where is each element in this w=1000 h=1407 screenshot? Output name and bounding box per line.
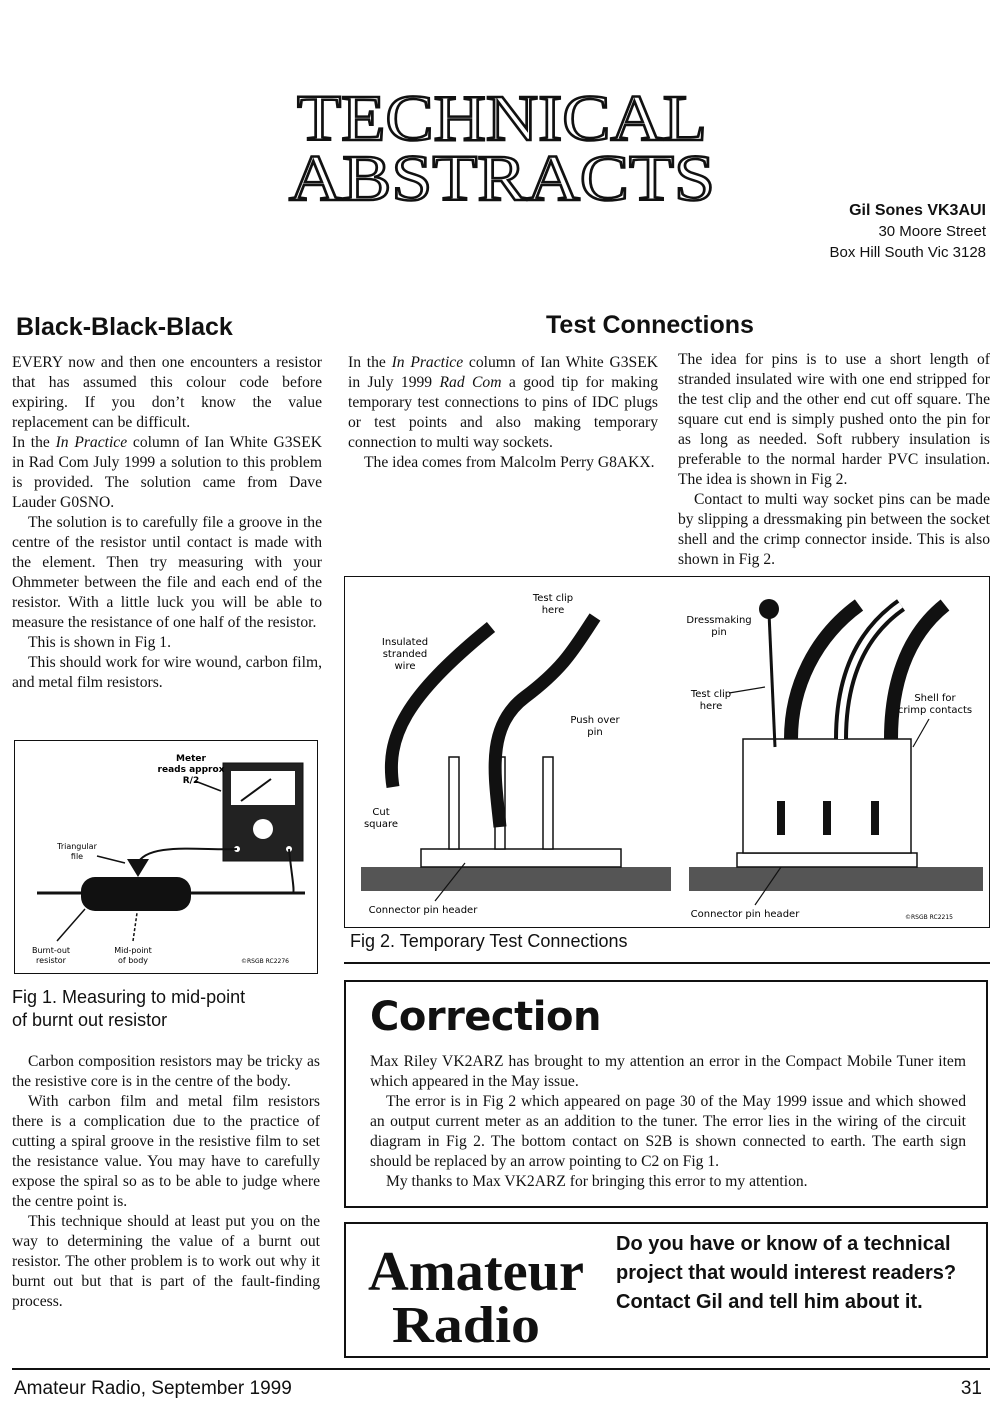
article1-column-top <box>12 353 322 693</box>
svg-text:pin: pin <box>711 627 727 638</box>
masthead-line2: ABSTRACTS <box>289 142 715 208</box>
svg-text:pin: pin <box>587 727 603 738</box>
promo-text: Do you have or know of a technical project that would interest readers? Contact Gil and tell him about it. <box>616 1233 957 1313</box>
article1-paragraph: Carbon composition resistors may be tricky as the resistive core is in the centre of the body. <box>12 1053 320 1090</box>
author-block <box>830 200 986 263</box>
article1-paragraph: This should work for wire wound, carbon film, and metal film resistors. <box>12 654 322 691</box>
correction-box <box>344 980 988 1208</box>
article2-column-right <box>678 350 990 570</box>
socket-shell <box>743 739 911 853</box>
fig1-diagram <box>15 741 317 973</box>
fig2-caption: Fig 2. Temporary Test Connections <box>350 931 628 951</box>
author-street: 30 Moore Street <box>878 223 986 240</box>
article1-paragraph: In the In Practice column of Ian White G3SEK in Rad Com July 1999 a solution to this problem is provided. The solution came from Dave Lauder G0SNO. <box>12 434 322 511</box>
article2-paragraph: The idea comes from Malcolm Perry G8AKX. <box>364 454 655 471</box>
svg-text:Push over: Push over <box>570 715 620 726</box>
svg-text:Radio: Radio <box>392 1297 540 1348</box>
author-name: Gil Sones VK3AUI <box>849 202 986 219</box>
fig1-label: Burnt-out <box>31 946 71 955</box>
footer-rule <box>12 1368 990 1370</box>
svg-text:stranded: stranded <box>382 649 428 660</box>
svg-text:Amateur: Amateur <box>368 1241 584 1303</box>
article2-paragraph: The idea for pins is to use a short length of stranded insulated wire with one end stripped for the test clip and the other end cut off square. The square cut end is simply pushed onto the pin for as long as needed. Soft rubbery insulation is preferable to the normal harder PVC insulation. The idea is shown in Fig 2. <box>678 351 990 488</box>
amateur-radio-logo <box>364 1238 594 1348</box>
svg-text:Test clip: Test clip <box>690 689 732 700</box>
svg-text:©RSGB RC2215: ©RSGB RC2215 <box>905 914 953 921</box>
triangular-file-icon <box>127 859 149 877</box>
masthead-graphic <box>282 78 722 208</box>
article1-paragraph: With carbon film and metal film resistors there is a complication due to the practice of cutting a spiral groove in the resistive film to set the resistance value. You may have to carefully expose the spiral so as to be able to judge where the centre point is. <box>12 1093 320 1210</box>
resistor-body <box>81 877 191 911</box>
article2-title: Test Connections <box>546 311 754 339</box>
svg-text:here: here <box>699 701 723 712</box>
fig1-label: reads approx <box>157 765 225 775</box>
article1-paragraph: This is shown in Fig 1. <box>28 634 171 651</box>
fig1-copyright: ©RSGB RC2276 <box>241 958 289 965</box>
svg-text:square: square <box>363 819 399 830</box>
footer-publication: Amateur Radio, September 1999 <box>14 1378 292 1399</box>
base-plate <box>361 867 671 891</box>
fig2-diagram <box>345 577 989 927</box>
fig1-label: Triangular <box>57 842 97 851</box>
page-number: 31 <box>960 1378 982 1399</box>
fig1-label: file <box>70 852 84 861</box>
dressmaking-pin-icon <box>769 613 775 747</box>
article2-column-left <box>348 353 658 473</box>
svg-text:Connector pin header: Connector pin header <box>368 905 478 916</box>
fig1-label: R/2 <box>182 776 200 786</box>
svg-text:Test clip: Test clip <box>532 593 574 604</box>
article1-paragraph: The solution is to carefully file a groove in the centre of the resistor until contact is made with the element. Then try measuring with your Ohmmeter between the file and each end of the resistor. With a little luck you will be able to measure the resistance of one half of the resistor. <box>12 514 322 631</box>
fig1-label: Meter <box>176 754 206 764</box>
figure-2 <box>344 576 990 928</box>
article1-column-bottom <box>12 1052 320 1312</box>
svg-text:Dressmaking: Dressmaking <box>686 615 752 626</box>
svg-text:Cut: Cut <box>372 807 390 818</box>
correction-title: Correction <box>370 994 601 1040</box>
author-city: Box Hill South Vic 3128 <box>829 244 986 261</box>
svg-text:crimp contacts: crimp contacts <box>897 705 973 716</box>
correction-body <box>370 1052 966 1192</box>
promo-box <box>344 1222 988 1358</box>
article2-paragraph: Contact to multi way socket pins can be made by slipping a dressmaking pin between the socket shell and the crimp connector inside. This is also shown in Fig 2. <box>678 491 990 568</box>
fig1-caption: Fig 1. Measuring to mid-point of burnt out resistor <box>12 987 246 1030</box>
article1-paragraph: EVERY now and then one encounters a resistor that has assumed this colour code before expiring. If you don’t know the value replacement can be difficult. <box>12 354 322 431</box>
svg-text:Connector pin header: Connector pin header <box>690 909 800 920</box>
correction-paragraph: My thanks to Max VK2ARZ for bringing this error to my attention. <box>386 1173 808 1190</box>
svg-text:Shell for: Shell for <box>914 693 956 704</box>
section-divider <box>344 962 990 964</box>
fig1-label: resistor <box>36 956 66 965</box>
masthead-line1: TECHNICAL <box>297 82 707 155</box>
pin-header-right <box>737 853 917 867</box>
svg-text:Insulated: Insulated <box>381 637 429 648</box>
correction-paragraph: Max Riley VK2ARZ has brought to my attention an error in the Compact Mobile Tuner item which appeared in the May issue. <box>370 1053 966 1090</box>
fig1-label: Mid-point <box>114 946 152 955</box>
pin-header-left <box>421 849 621 867</box>
article1-paragraph: This technique should at least put you on the way to determining the value of a burnt out resistor. The other problem is to work out why it burnt out but that is part of the fault-finding process. <box>12 1213 320 1310</box>
base-plate-right <box>689 867 983 891</box>
figure-1 <box>14 740 318 974</box>
masthead-logo <box>282 78 722 208</box>
svg-text:wire: wire <box>394 661 416 672</box>
article1-title: Black-Black-Black <box>16 313 233 341</box>
svg-text:here: here <box>541 605 565 616</box>
fig1-label: of body <box>117 956 149 965</box>
correction-paragraph: The error is in Fig 2 which appeared on page 30 of the May 1999 issue and which showed an output current meter as an addition to the tuner. The error lies in the wiring of the circuit diagram in Fig 2. The bottom contact on S2B is shown connected to earth. The earth sign should be replaced by an arrow pointing to C2 on Fig 1. <box>370 1093 966 1170</box>
article2-paragraph: In the In Practice column of Ian White G3SEK in July 1999 Rad Com a good tip for making temporary test connections to pins of IDC plugs or test points and also making temporary connection to multi way sockets. <box>348 354 658 451</box>
